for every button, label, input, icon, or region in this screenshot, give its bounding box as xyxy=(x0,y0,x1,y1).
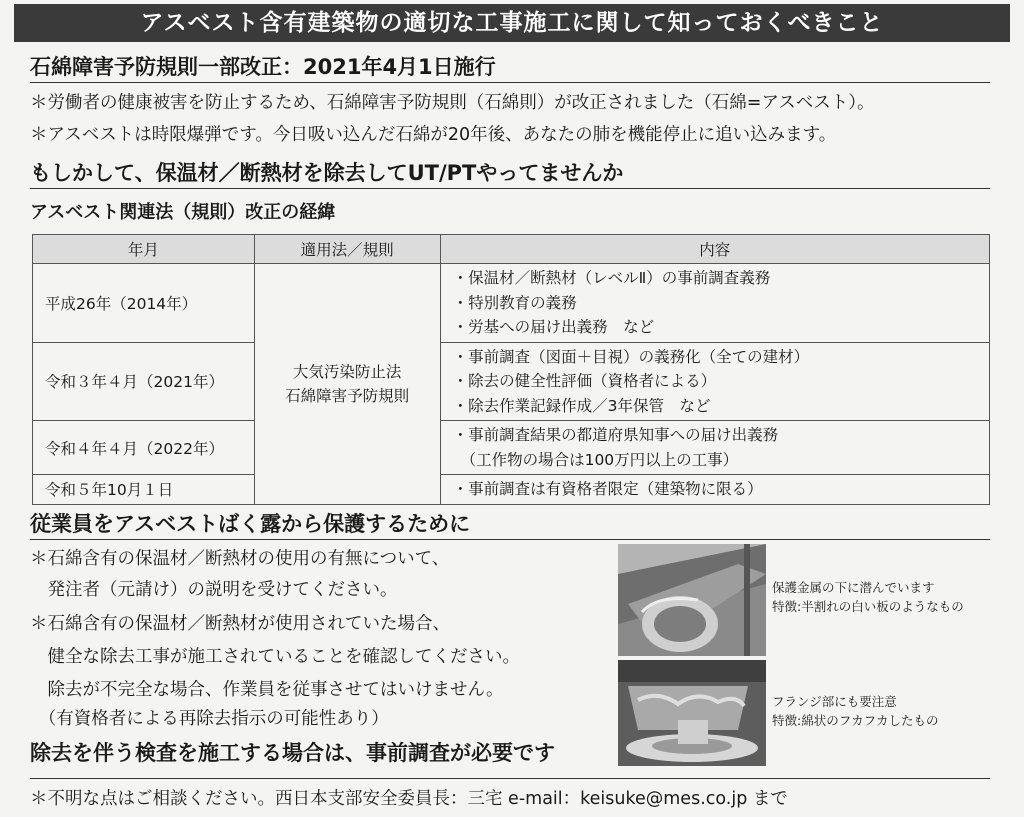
row-content xyxy=(440,342,989,421)
table-row xyxy=(33,342,990,421)
table-row xyxy=(33,475,990,505)
content-item: ・特別教育の義務 xyxy=(452,293,577,312)
content-item: ・事前調査結果の都道府県知事への届け出義務 xyxy=(452,426,779,444)
header-content: 内容 xyxy=(440,235,989,264)
content-item: （工作物の場合は100万円以上の工事） xyxy=(460,450,739,469)
header-law: 適用法／規則 xyxy=(254,235,440,264)
footer-contact: ＊不明な点はご相談ください。西日本支部安全委員長：三宅 e-mail：keisuke@mes.co.jp まで xyxy=(30,789,788,809)
section-title-survey: 除去を伴う検査を施工する場合は、事前調査が必要です xyxy=(30,741,555,765)
photo2-caption-2: 特徴:綿状のフカフカしたもの xyxy=(772,713,939,728)
content-item: ・除去の健全性評価（資格者による） xyxy=(452,372,717,390)
protection-line-5: 除去が不完全な場合、作業員を従事させてはいけません。 xyxy=(30,680,504,700)
content-item: ・除去作業記録作成／3年保管 など xyxy=(452,396,711,415)
row-date: 平成26年（2014年） xyxy=(33,264,255,343)
row-content xyxy=(440,475,989,505)
photo1-caption-2: 特徴:半割れの白い板のようなもの xyxy=(772,599,964,614)
photo1-caption-1: 保護金属の下に潜んでいます xyxy=(772,580,935,595)
row-content xyxy=(440,421,989,475)
section-title-protection: 従業員をアスベストばく露から保護するために xyxy=(30,509,990,540)
protection-line-4: 健全な除去工事が施工されていることを確認してください。 xyxy=(30,647,520,667)
table-row xyxy=(33,421,990,475)
page-banner: アスベスト含有建築物の適切な工事施工に関して知っておくべきこと xyxy=(14,4,1010,42)
content-item: ・労基への届け出義務 など xyxy=(452,318,655,336)
law-name-1: 大気汚染防止法 xyxy=(292,362,402,381)
row-date: 令和４年４月（2022年） xyxy=(33,421,255,475)
protection-line-3: ＊石綿含有の保温材／断熱材が使用されていた場合、 xyxy=(30,614,450,634)
revision-line-2: ＊アスベストは時限爆弾です。今日吸い込んだ石綿が20年後、あなたの肺を機能停止に追い込みます。 xyxy=(30,125,837,145)
law-history-table xyxy=(32,234,990,505)
section-title-revision: 石綿障害予防規則一部改正：2021年4月1日施行 xyxy=(30,52,990,83)
protection-line-2: 発注者（元請け）の説明を受けてください。 xyxy=(30,580,398,600)
law-cell xyxy=(254,264,440,505)
row-date: 令和５年10月１日 xyxy=(33,475,255,505)
pipe-insulation-photo xyxy=(618,544,766,656)
footer-divider xyxy=(30,778,990,779)
protection-line-1: ＊石綿含有の保温材／断熱材の使用の有無について、 xyxy=(30,549,450,569)
table-subtitle: アスベスト関連法（規則）改正の経緯 xyxy=(30,202,336,223)
row-date: 令和３年４月（2021年） xyxy=(33,342,255,421)
content-item: ・保温材／断熱材（レベルⅡ）の事前調査義務 xyxy=(452,269,771,287)
row-content xyxy=(440,264,989,343)
table-row xyxy=(33,264,990,343)
content-item: ・事前調査は有資格者限定（建築物に限る） xyxy=(452,480,763,498)
photo2-caption-1: フランジ部にも要注意 xyxy=(772,694,897,709)
table-header-row xyxy=(33,235,990,264)
content-item: ・事前調査（図面＋目視）の義務化（全ての建材） xyxy=(452,347,810,366)
protection-line-6: （有資格者による再除去指示の可能性あり） xyxy=(30,709,389,729)
section-title-utpt: もしかして、保温材／断熱材を除去してUT/PTやってませんか xyxy=(30,158,990,189)
header-date: 年月 xyxy=(33,235,255,264)
law-name-2: 石綿障害予防規則 xyxy=(285,386,410,405)
revision-line-1: ＊労働者の健康被害を防止するため、石綿障害予防規則（石綿則）が改正されました（石綿=アスベスト）。 xyxy=(30,93,875,113)
